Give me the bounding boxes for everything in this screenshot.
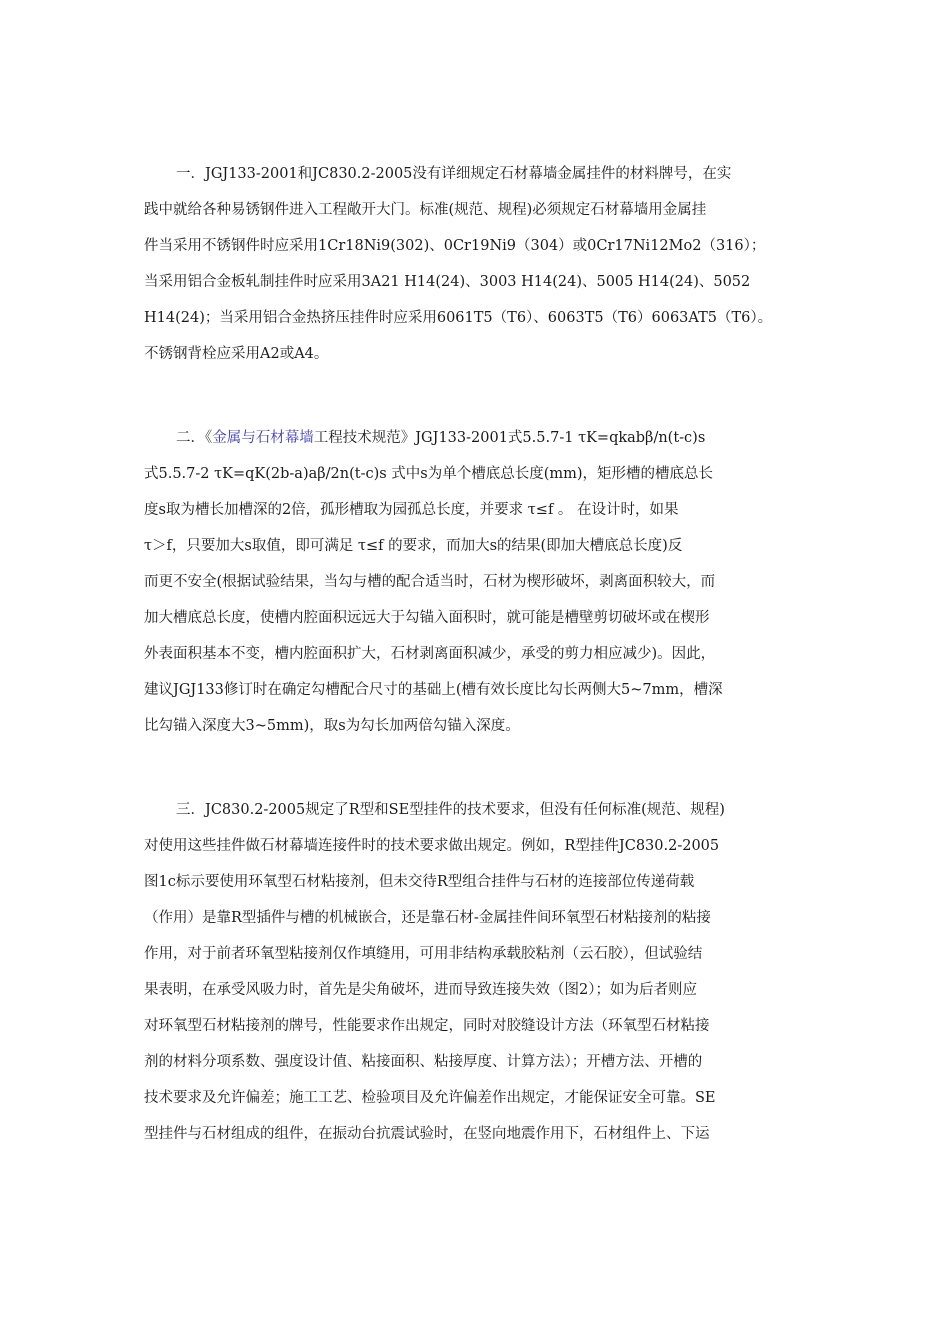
line-suffix: 工程技术规范》JGJ133-2001式5.5.7-1 τK=qkabβ/n(t-c)s	[313, 430, 706, 446]
text-line: 剂的材料分项系数、强度设计值、粘接面积、粘接厚度、计算方法）；开槽方法、开槽的	[144, 1054, 703, 1070]
text-line: 技术要求及允许偏差；施工工艺、检验项目及允许偏差作出规定，才能保证安全可靠。SE	[144, 1090, 716, 1106]
text-line: 作用，对于前者环氧型粘接剂仅作填缝用，可用非结构承载胶粘剂（云石胶），但试验结	[144, 946, 703, 962]
text-line: 加大槽底总长度，使槽内腔面积远远大于勾锚入面积时，就可能是槽壁剪切破坏或在楔形	[144, 610, 710, 626]
text-line: τ＞f，只要加大s取值，即可满足 τ≤f 的要求，而加大s的结果(即加大槽底总长度)反	[144, 538, 683, 554]
text-line: 对环氧型石材粘接剂的牌号，性能要求作出规定，同时对胶缝设计方法（环氧型石材粘接	[144, 1018, 710, 1034]
text-line: 式5.5.7-2 τK=qK(2b-a)aβ/2n(t-c)s 式中s为单个槽底总长度(mm)，矩形槽的槽底总长	[144, 466, 714, 482]
text-line: 度s取为槽长加槽深的2倍，孤形槽取为园孤总长度，并要求 τ≤f 。 在设计时，如果	[144, 502, 679, 518]
paragraph-1	[144, 156, 808, 372]
text-line: 建议JGJ133修订时在确定勾槽配合尺寸的基础上(槽有效长度比勾长两侧大5~7mm，槽深	[144, 682, 723, 698]
text-line: 外表面积基本不变，槽内腔面积扩大，石材剥离面积减少，承受的剪力相应减少)。因此，	[144, 646, 716, 662]
text-line: 三．JC830.2-2005规定了R型和SE型挂件的技术要求，但没有任何标准(规范、规程)	[176, 802, 725, 818]
paragraph-2	[144, 420, 808, 744]
text-line: 一．JGJ133-2001和JC830.2-2005没有详细规定石材幕墙金属挂件的材料牌号，在实	[176, 166, 732, 182]
line-prefix: 二．《	[176, 430, 213, 446]
text-line: （作用）是靠R型插件与槽的机械嵌合，还是靠石材-金属挂件间环氧型石材粘接剂的粘接	[144, 910, 711, 926]
text-line: H14(24)；当采用铝合金热挤压挂件时应采用6061T5（T6）、6063T5（T6）6063AT5（T6）。	[144, 310, 773, 326]
text-line: 不锈钢背栓应采用A2或A4。	[144, 346, 329, 362]
text-line: 比勾锚入深度大3~5mm)，取s为勾长加两倍勾锚入深度。	[144, 718, 520, 734]
text-line: 型挂件与石材组成的组件，在振动台抗震试验时，在竖向地震作用下，石材组件上、下运	[144, 1126, 710, 1142]
text-line: 件当采用不锈钢件时应采用1Cr18Ni9(302)、0Cr19Ni9（304）或0Cr17Ni12Mo2（316）；	[144, 238, 766, 254]
text-line: 图1c标示要使用环氧型石材粘接剂，但未交待R型组合挂件与石材的连接部位传递荷载	[144, 874, 695, 890]
text-line: 而更不安全(根据试验结果，当勾与槽的配合适当时，石材为楔形破坏，剥离面积较大，而	[144, 574, 716, 590]
text-line: 践中就给各种易锈钢件进入工程敞开大门。标准(规范、规程)必须规定石材幕墙用金属挂	[144, 202, 707, 218]
text-line: 对使用这些挂件做石材幕墙连接件时的技术要求做出规定。例如，R型挂件JC830.2-2005	[144, 838, 720, 854]
text-line-with-link	[144, 420, 808, 456]
spec-title-link[interactable]: 金属与石材幕墙	[212, 430, 314, 446]
text-line: 当采用铝合金板轧制挂件时应采用3A21 H14(24)、3003 H14(24)、5005 H14(24)、5052	[144, 274, 751, 290]
paragraph-3	[144, 792, 808, 1152]
text-line: 果表明，在承受风吸力时，首先是尖角破坏，进而导致连接失效（图2）；如为后者则应	[144, 982, 697, 998]
